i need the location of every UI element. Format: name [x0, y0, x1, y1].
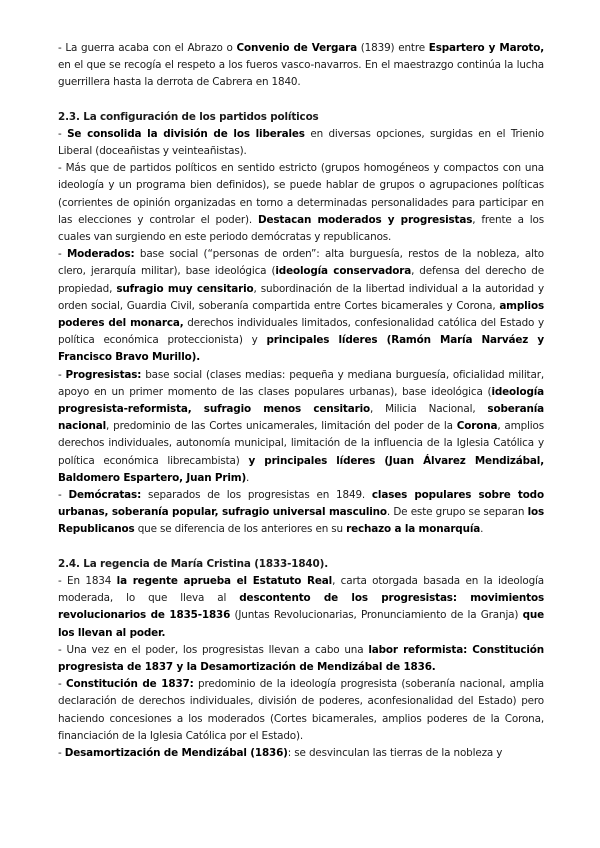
text: - [58, 678, 66, 691]
bold-text: labor reformista: Constitución progresista de 1837 y la Desamortización de Mendizábal de 1836. [58, 643, 544, 673]
section-heading-2-4: 2.4. La regencia de María Cristina (1833-1840). [58, 557, 328, 570]
bold-text: Corona [456, 420, 498, 433]
bold-text: Destacan moderados y progresistas [258, 213, 473, 226]
bold-text: Convenio de Vergara [236, 42, 357, 54]
bold-text: ideología conservadora [275, 265, 412, 278]
bold-text: ideología progresista-reformista, sufragio menos censitario [58, 385, 544, 416]
paragraph-desamortizacion [58, 745, 544, 762]
text: separados de los progresistas en 1849. [141, 489, 372, 502]
bold-text: clases populares sobre todo urbanas, soberanía popular, sufragio universal masculino [58, 489, 544, 519]
bold-text: Progresistas: [65, 368, 142, 381]
text: , defensa del derecho de propiedad, [58, 265, 545, 295]
bold-text: Se consolida la división de los liberales [67, 127, 305, 140]
section-heading-2-3: 2.3. La configuración de los partidos políticos [58, 110, 319, 123]
bold-text: los Republicanos [58, 506, 544, 536]
text: - Más que de partidos políticos en sentido estricto (grupos homogéneos y compactos con una ideología y un programa bien definidos), se puede hablar de grupos o agrupaciones políticas (corrientes de opinión organizadas en torno a determinadas personalidades para participar en las elecciones y controlar el poder). [58, 162, 544, 226]
text: base social (clases medias: pequeña y mediana burguesía, oficialidad militar, apoyo en un primer momento de las clases populares urbanas), base ideológica ( [58, 368, 544, 398]
text: - [58, 489, 69, 502]
text: , amplios derechos individuales, autonomía municipal, limitación de la influencia de la Iglesia Católica y política económica librecambista) [58, 420, 545, 467]
text: base social (“personas de orden”: alta burguesía, restos de la nobleza, alto clero, jerarquía militar), base ideológica ( [58, 248, 544, 278]
text: - [58, 127, 68, 140]
bold-text: Desamortización de Mendizábal (1836) [64, 746, 288, 759]
text: en el que se recogía el respeto a los fueros vasco-navarros. En el maestrazgo continúa la lucha guerrillera hasta la derrota de Cabrera en 1840. [58, 59, 544, 89]
document-page [58, 40, 544, 762]
bold-text: Constitución de 1837: [66, 678, 194, 691]
text: . [246, 471, 250, 484]
paragraph-division-liberales [58, 126, 544, 160]
bold-text: rechazo a la monarquía [346, 523, 481, 536]
text: - [58, 746, 65, 759]
bold-text: Espartero y Maroto, [428, 42, 545, 54]
bold-text: sufragio muy censitario [116, 282, 254, 295]
bold-text: principales líderes (Ramón María Narváez y Francisco Bravo Murillo). [58, 334, 544, 364]
spacer [58, 539, 544, 556]
paragraph-labor-reformista [58, 642, 544, 676]
text: derechos individuales limitados, confesionalidad católica del Estado y política económica proteccionista) y [58, 317, 544, 347]
paragraph-constitucion-1837 [58, 676, 544, 745]
paragraph-moderados [58, 246, 544, 366]
bold-text: la regente aprueba el Estatuto Real [116, 574, 333, 587]
text: - La guerra acaba con el Abrazo o [58, 42, 237, 54]
text: que se diferencia de los anteriores en su [134, 523, 347, 536]
bold-text: soberanía nacional [58, 403, 544, 433]
intro-paragraph [58, 40, 544, 92]
text: , frente a los cuales van surgiendo en este periodo demócratas y republicanos. [58, 213, 544, 244]
bold-text: Moderados: [66, 248, 135, 261]
text: . [480, 523, 484, 536]
text: - Una vez en el poder, los progresistas llevan a cabo una [58, 643, 369, 656]
bold-text: y principales líderes (Juan Álvarez Mendizábal, Baldomero Espartero, Juan Prim) [58, 454, 545, 484]
text: en diversas opciones, surgidas en el Trienio Liberal (doceañistas y veinteañistas). [58, 127, 544, 158]
bold-text: amplios poderes del monarca, [58, 299, 544, 330]
paragraph-partidos [58, 160, 544, 246]
text: , subordinación de la libertad individual a la autoridad y orden social, Guardia Civil, soberanía compartida entre Cortes bicamerales y Corona, [58, 282, 545, 312]
bold-text: que los llevan al poder. [58, 609, 545, 639]
text: - [58, 368, 66, 381]
bold-text: Demócratas: [68, 489, 142, 502]
text: , Milicia Nacional, [370, 403, 488, 416]
text: (1839) entre [356, 42, 429, 54]
text: . De este grupo se separan [386, 506, 528, 519]
text: : se desvinculan las tierras de la nobleza y [287, 746, 503, 759]
text: (Juntas Revolucionarias, Pronunciamiento de la Granja) [230, 609, 523, 622]
text: , predominio de las Cortes unicamerales, limitación del poder de la [106, 420, 457, 433]
spacer [58, 92, 544, 109]
text: , carta otorgada basada en la ideología moderada, lo que lleva al [58, 574, 544, 605]
text: predominio de la ideología progresista (soberanía nacional, amplia declaración de derechos individuales, división de poderes, aconfesionalidad del Estado) pero haciendo concesiones a los moderados (Cortes bicamerales, amplios poderes de la Corona, financiación de la Iglesia Católica por el Estado). [58, 678, 544, 742]
text: - [58, 248, 67, 261]
paragraph-progresistas [58, 367, 544, 487]
paragraph-estatuto-real [58, 573, 544, 642]
bold-text: descontento de los progresistas: movimientos revolucionarios de 1835-1836 [58, 592, 544, 622]
text: - En 1834 [58, 574, 117, 587]
paragraph-democratas [58, 487, 544, 539]
